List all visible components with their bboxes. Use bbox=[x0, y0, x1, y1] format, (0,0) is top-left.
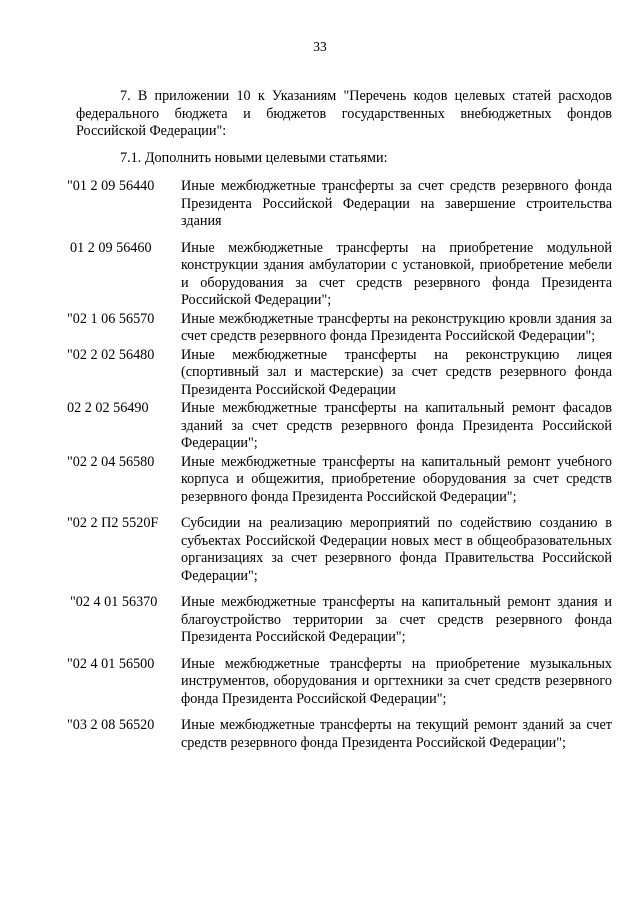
entry-code: "02 4 01 56500 bbox=[67, 655, 155, 672]
page-number: 33 bbox=[313, 39, 327, 54]
entry-code: 01 2 09 56460 bbox=[70, 239, 152, 256]
entry-row bbox=[67, 347, 612, 400]
entry-row bbox=[67, 178, 612, 231]
entry-description: Иные межбюджетные трансферты на текущий ремонт зданий за счет средств резервного фонда Президента Российской Федерации"; bbox=[181, 717, 612, 751]
entry-row bbox=[67, 717, 612, 752]
entry-description: Иные межбюджетные трансферты на приобретение модульной конструкции здания амбулатории с установкой, приобретение мебели и оборудования за счет средств резервного фонда Президента Российской Федерации"; bbox=[181, 239, 612, 308]
entry-description: Иные межбюджетные трансферты на реконструкцию лицея (спортивный зал и мастерские) за счет средств резервного фонда Президента Российской Федерации bbox=[181, 346, 612, 398]
entry-description: Иные межбюджетные трансферты на реконструкцию кровли здания за счет средств резервного фонда Президента Российской Федерации"; bbox=[181, 310, 612, 344]
entry-description: Иные межбюджетные трансферты за счет средств резервного фонда Президента Российской Федерации на завершение строительства здания bbox=[181, 178, 612, 229]
entry-row bbox=[67, 656, 612, 709]
target-articles-list bbox=[67, 178, 612, 753]
entry-description: Иные межбюджетные трансферты на капитальный ремонт здания и благоустройство территории за счет средств резервного фонда Президента Российской Федерации"; bbox=[181, 594, 612, 645]
entry-code: "02 4 01 56370 bbox=[70, 594, 158, 610]
entry-code: "02 2 02 56480 bbox=[67, 346, 155, 363]
intro-paragraph: 7. В приложении 10 к Указаниям "Перечень кодов целевых статей расходов федерального бюджета и бюджетов государственных внебюджетных фондов Российской Федерации": bbox=[76, 88, 612, 139]
entry-code: "01 2 09 56440 bbox=[67, 178, 155, 194]
entry-row bbox=[67, 515, 612, 585]
entry-code: "02 2 04 56580 bbox=[67, 453, 155, 470]
entry-code: "02 2 П2 5520F bbox=[67, 515, 159, 531]
entry-row bbox=[67, 454, 612, 507]
entry-row bbox=[67, 240, 612, 310]
entry-row bbox=[67, 400, 612, 453]
subheading-paragraph: 7.1. Дополнить новыми целевыми статьями: bbox=[120, 150, 388, 166]
entry-row bbox=[67, 594, 612, 647]
entry-code: "02 1 06 56570 bbox=[67, 310, 155, 327]
entry-description: Иные межбюджетные трансферты на капитальный ремонт фасадов зданий за счет средств резервного фонда Президента Российской Федерации"; bbox=[181, 400, 612, 451]
entry-code: 02 2 02 56490 bbox=[67, 400, 149, 416]
entry-row bbox=[67, 311, 612, 346]
entry-description: Иные межбюджетные трансферты на капитальный ремонт учебного корпуса и общежития, приобретение оборудования за счет средств резервного фонда Президента Российской Федерации"; bbox=[181, 453, 612, 505]
entry-code: "03 2 08 56520 bbox=[67, 717, 155, 733]
entry-description: Иные межбюджетные трансферты на приобретение музыкальных инструментов, оборудования и оргтехники за счет средств резервного фонда Президента Российской Федерации"; bbox=[181, 655, 612, 707]
entry-description: Субсидии на реализацию мероприятий по содействию созданию в субъектах Российской Федерации новых мест в общеобразовательных организациях за счет резервного фонда Правительства Российской Федерации"; bbox=[181, 515, 612, 584]
